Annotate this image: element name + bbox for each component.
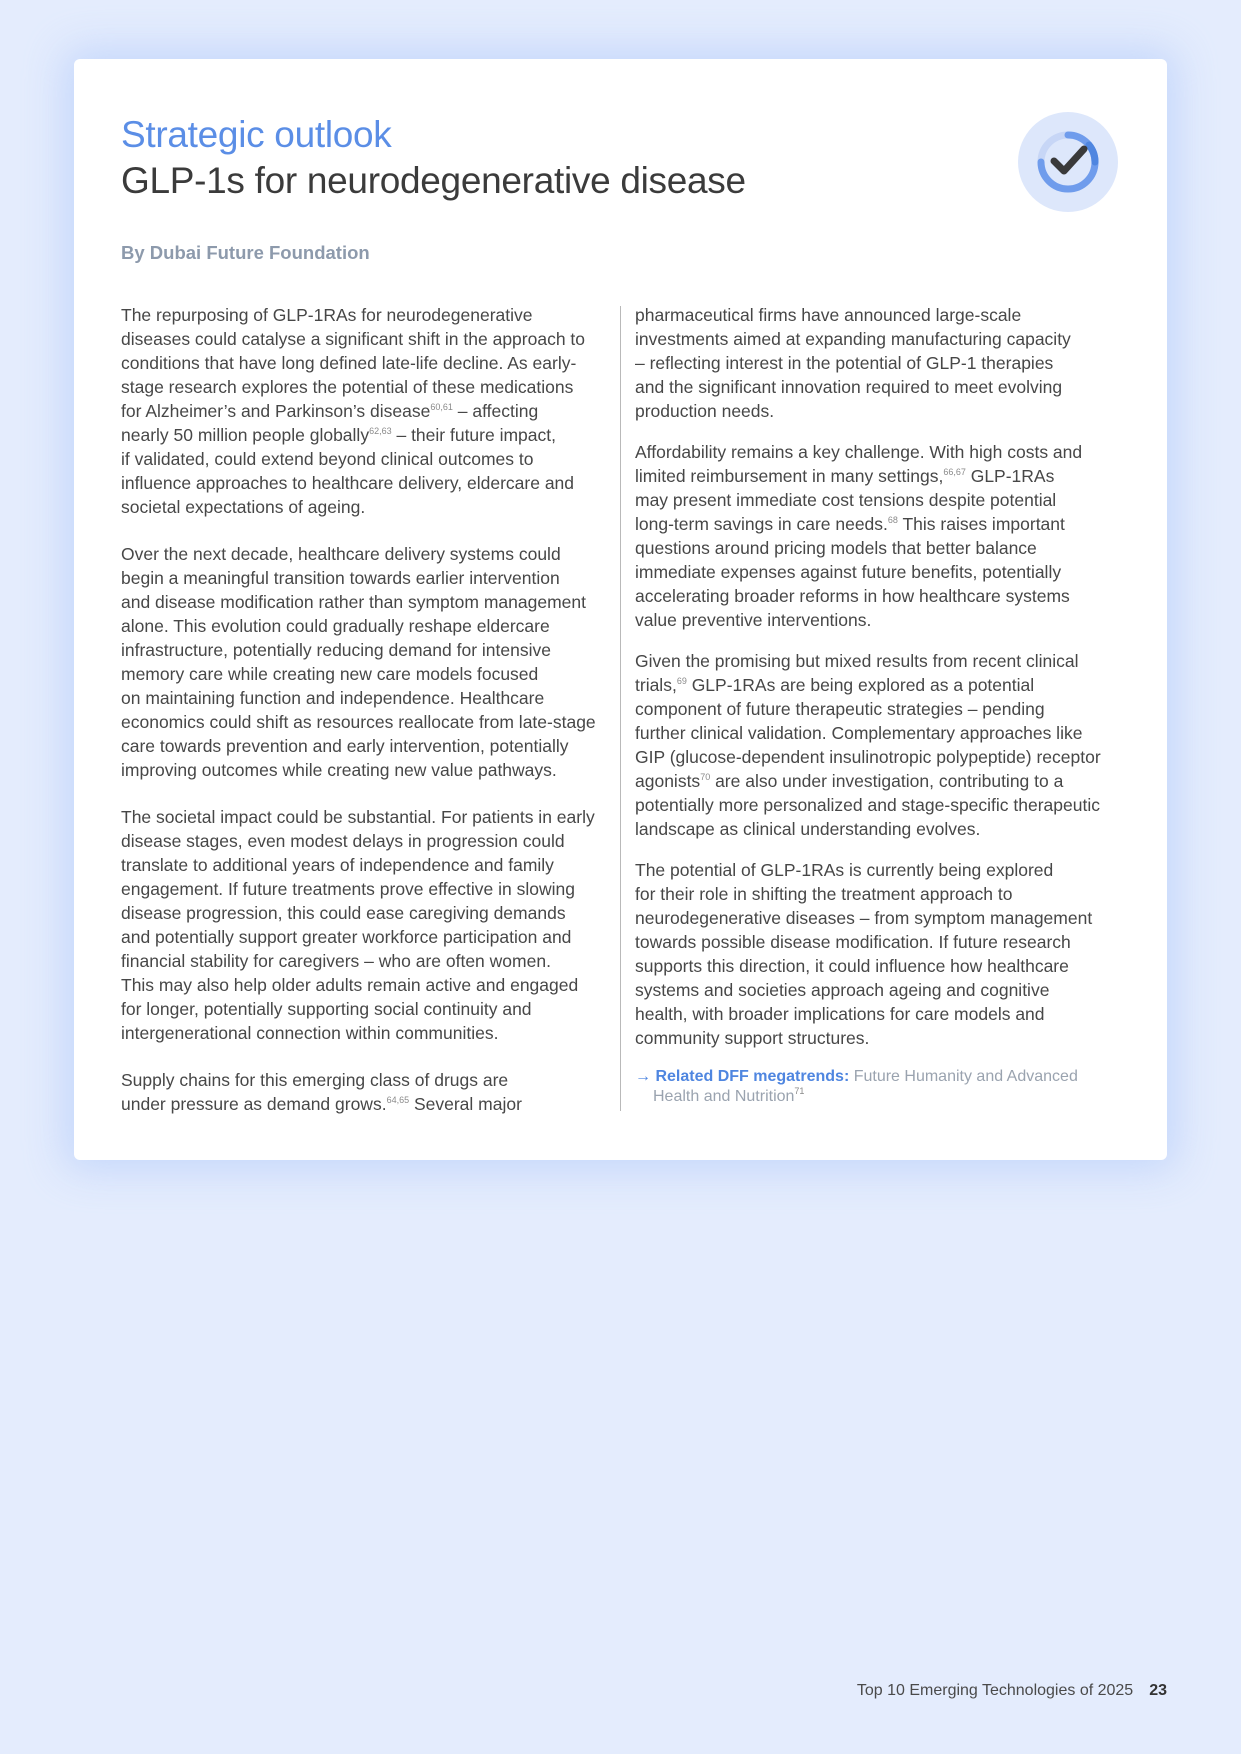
paragraph-supply-chains bbox=[121, 1068, 615, 1116]
paragraph-text: – affecting nearly 50 million people globally bbox=[121, 401, 539, 445]
footnote-ref: 62,63 bbox=[369, 426, 392, 436]
paragraph-text: Supply chains for this emerging class of drugs are under pressure as demand grows. bbox=[121, 1070, 509, 1114]
page-footer bbox=[857, 1682, 1167, 1700]
right-column bbox=[635, 303, 1125, 1107]
paragraph-next-decade: Over the next decade, healthcare delivery systems could begin a meaningful transition towards earlier intervention and disease modification rather than symptom management alone. This evolution could gradually reshape eldercare infrastructure, potentially reducing demand for intensive memory care while creating new care models focused on maintaining function and independence. Healthcare economics could shift as resources reallocate from late-stage care towards prevention and early intervention, potentially improving outcomes while creating new value pathways. bbox=[121, 544, 596, 780]
paragraph-text: This raises important questions around pricing models that better balance immediate expenses against future benefits, potentially accelerating broader reforms in how healthcare systems value preventive interventions. bbox=[635, 514, 1070, 630]
footnote-ref: 68 bbox=[887, 515, 898, 525]
page-number: 23 bbox=[1149, 1682, 1167, 1699]
paragraph-text: Given the promising but mixed results from recent clinical trials, bbox=[635, 651, 1079, 695]
column-divider bbox=[620, 306, 621, 1111]
paragraph-clinical-trials bbox=[635, 649, 1125, 841]
related-megatrends-link[interactable]: Future Humanity and Advanced Health and Nutrition bbox=[653, 1068, 1078, 1105]
paragraph-text: GLP-1RAs are being explored as a potential component of future therapeutic strategies – pending further clinical validation. Complementary approaches like GIP (glucose-dependent insulinotropic polypeptide) receptor agonists bbox=[635, 675, 1101, 791]
paragraph-text: GLP-1RAs may present immediate cost tensions despite potential long-term savings in care needs. bbox=[635, 466, 1057, 534]
footnote-ref: 71 bbox=[794, 1086, 805, 1096]
footnote-ref: 64,65 bbox=[386, 1095, 410, 1105]
related-label: Related DFF megatrends: bbox=[655, 1068, 850, 1085]
section-kicker: Strategic outlook bbox=[121, 114, 392, 155]
paragraph-text: – their future impact, if validated, could extend beyond clinical outcomes to influence approaches to healthcare delivery, eldercare and societal expectations of ageing. bbox=[121, 425, 575, 517]
related-megatrends bbox=[635, 1067, 1125, 1107]
footnote-ref: 70 bbox=[700, 772, 711, 782]
paragraph-text: The repurposing of GLP-1RAs for neurodegenerative diseases could catalyse a significant shift in the approach to conditions that have long defined late-life decline. As early- stage research explores the potential of these medications for Alzheimer’s and Parkinson’s disease bbox=[121, 305, 586, 421]
paragraph-repurposing bbox=[121, 303, 615, 519]
checkmark-icon bbox=[1018, 112, 1118, 212]
page-title: GLP-1s for neurodegenerative disease bbox=[121, 160, 746, 201]
publication-title: Top 10 Emerging Technologies of 2025 bbox=[856, 1682, 1134, 1699]
paragraph-text: are also under investigation, contributing to a potentially more personalized and stage-specific therapeutic landscape as clinical understanding evolves. bbox=[635, 771, 1100, 839]
byline: By Dubai Future Foundation bbox=[121, 242, 370, 263]
paragraph-societal-impact: The societal impact could be substantial. For patients in early disease stages, even modest delays in progression could translate to additional years of independence and family engagement. If future treatments prove effective in slowing disease progression, this could ease caregiving demands and potentially support greater workforce participation and financial stability for caregivers – who are often women. This may also help older adults remain active and engaged for longer, potentially supporting social continuity and intergenerational connection within communities. bbox=[121, 807, 595, 1043]
paragraph-affordability bbox=[635, 440, 1125, 632]
footnote-ref: 69 bbox=[676, 676, 687, 686]
content-card bbox=[74, 59, 1167, 1160]
footnote-ref: 66,67 bbox=[943, 467, 966, 477]
arrow-right-icon: → bbox=[635, 1068, 651, 1085]
left-column bbox=[121, 303, 615, 1116]
paragraph-text: Several major bbox=[409, 1094, 522, 1114]
paragraph-text: Affordability remains a key challenge. With high costs and limited reimbursement in many settings, bbox=[635, 442, 1083, 486]
paragraph-pharma-investments: pharmaceutical firms have announced large-scale investments aimed at expanding manufacturing capacity – reflecting interest in the potential of GLP-1 therapies and the significant innovation required to meet evolving production needs. bbox=[635, 305, 1071, 421]
footnote-ref: 60,61 bbox=[430, 402, 453, 412]
paragraph-potential: The potential of GLP-1RAs is currently being explored for their role in shifting the treatment approach to neurodegenerative diseases – from symptom management towards possible disease modification. If future research supports this direction, it could influence how healthcare systems and societies approach ageing and cognitive health, with broader implications for care models and community support structures. bbox=[635, 860, 1093, 1048]
